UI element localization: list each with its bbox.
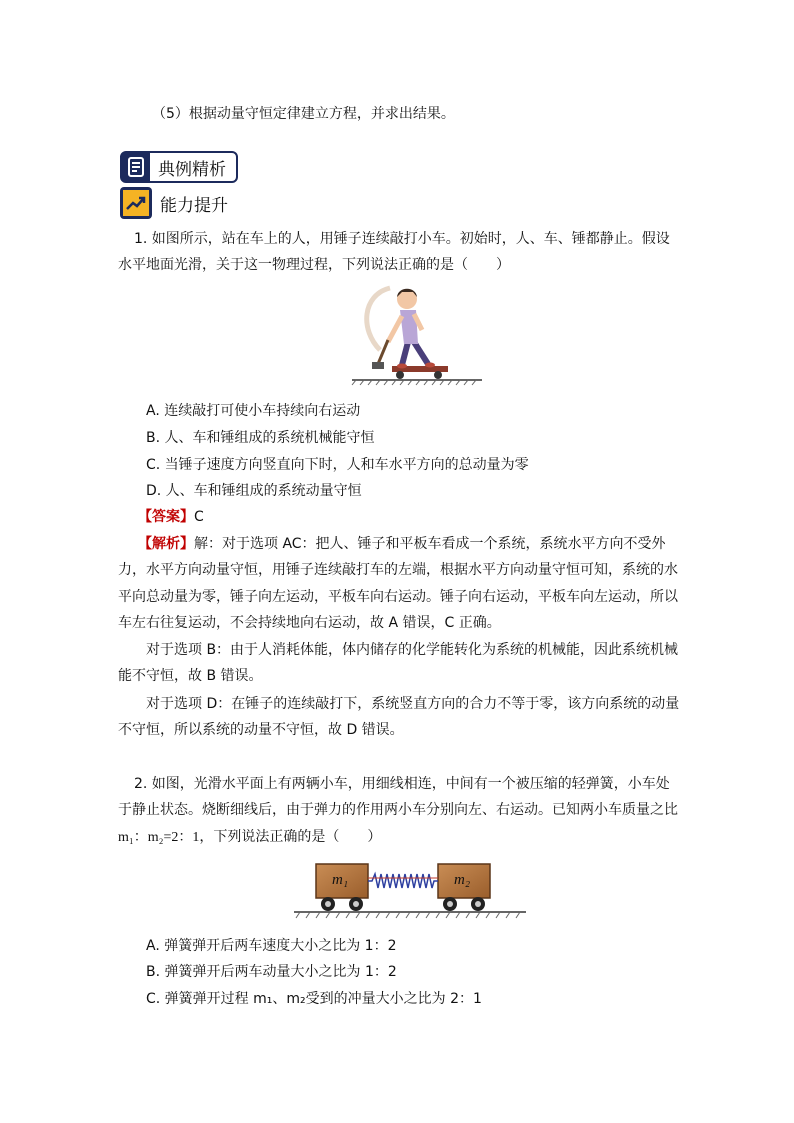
- analysis-text: 解：对于选项 AC：把人、锤子和平板车看成一个系统，系统水平方向不受外: [194, 536, 666, 552]
- analysis-tag: 【解析】: [138, 536, 194, 552]
- cart1-label: m₁: [332, 872, 349, 888]
- q1-analysis-line6: 能不守恒，故 B 错误。: [118, 668, 263, 684]
- trend-up-icon: [123, 190, 149, 216]
- section-title-ability: 能力提升: [160, 195, 228, 216]
- section-header-ability: [120, 187, 228, 219]
- document-list-icon: [122, 153, 150, 181]
- q1-analysis-line7: 对于选项 D：在锤子的连续敲打下，系统竖直方向的合力不等于零，该方向系统的动量: [146, 696, 680, 712]
- q2-option-b: B. 弹簧弹开后两车动量大小之比为 1：2: [146, 964, 397, 980]
- q2-stem-line3: m₁：m₂=2：1，下列说法正确的是（ ）: [118, 830, 382, 845]
- q1-figure-person-cart: [350, 280, 485, 392]
- q1-option-a: A. 连续敲打可使小车持续向右运动: [146, 403, 361, 419]
- answer-value: C: [194, 509, 204, 525]
- q2-stem-line2: 于静止状态。烧断细线后，由于弹力的作用两小车分别向左、右运动。已知两小车质量之比: [118, 802, 678, 818]
- q2-figure-carts-spring: [292, 858, 528, 928]
- q1-analysis-line1: [138, 535, 666, 553]
- q1-analysis-line4: 车左右往复运动，不会持续地向右运动，故 A 错误，C 正确。: [118, 615, 501, 631]
- q1-analysis-line2: 力，水平方向动量守恒，用锤子连续敲打车的左端，根据水平方向动量守恒可知，系统的水: [118, 562, 678, 578]
- q2-stem-line1: 2. 如图，光滑水平面上有两辆小车，用细线相连，中间有一个被压缩的轻弹簧，小车处: [134, 776, 670, 792]
- q1-option-c: C. 当锤子速度方向竖直向下时，人和车水平方向的总动量为零: [146, 457, 529, 473]
- answer-tag: 【答案】: [138, 509, 194, 525]
- section-title-example: 典例精析: [158, 159, 226, 180]
- q1-analysis-line5: 对于选项 B：由于人消耗体能，体内储存的化学能转化为系统的机械能，因此系统机械: [146, 642, 679, 658]
- cart2-label: m₂: [454, 872, 471, 888]
- q2-option-a: A. 弹簧弹开后两车速度大小之比为 1：2: [146, 938, 397, 954]
- step5-text: （5）根据动量守恒定律建立方程，并求出结果。: [152, 106, 455, 122]
- q1-option-d: D. 人、车和锤组成的系统动量守恒: [146, 483, 362, 499]
- q1-analysis-line8: 不守恒，所以系统的动量不守恒，故 D 错误。: [118, 722, 404, 738]
- q1-stem-line1: 1. 如图所示，站在车上的人，用锤子连续敲打小车。初始时，人、车、锤都静止。假设: [134, 231, 670, 247]
- section-header-example: [120, 151, 238, 183]
- q1-stem-line2: 水平地面光滑，关于这一物理过程，下列说法正确的是（ ）: [118, 257, 510, 273]
- q1-analysis-line3: 平向总动量为零，锤子向左运动，平板车向右运动。锤子向右运动，平板车向左运动，所以: [118, 589, 678, 605]
- q2-option-c: C. 弹簧弹开过程 m₁、m₂受到的冲量大小之比为 2：1: [146, 991, 482, 1007]
- q1-answer: [138, 508, 204, 526]
- q1-option-b: B. 人、车和锤组成的系统机械能守恒: [146, 430, 375, 446]
